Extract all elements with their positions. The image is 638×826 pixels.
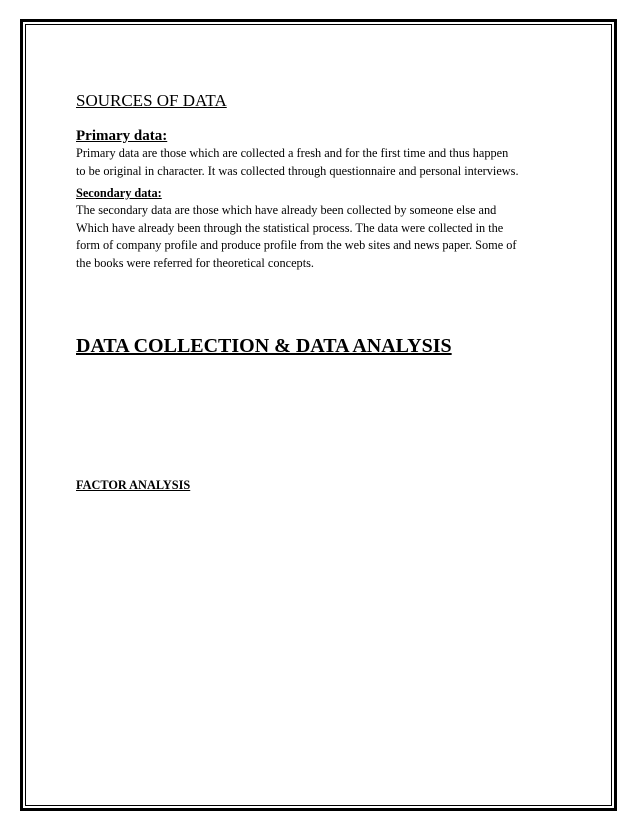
primary-data-heading: Primary data: — [76, 128, 168, 144]
data-collection-heading: DATA COLLECTION & DATA ANALYSIS — [76, 335, 452, 357]
sources-of-data-heading: SOURCES OF DATA — [76, 91, 227, 110]
secondary-data-line: Which have already been through the statistical process. The data were collected in the — [76, 220, 504, 235]
secondary-data-heading: Secondary data: — [76, 186, 162, 200]
primary-data-paragraph — [76, 145, 519, 180]
primary-data-line: to be original in character. It was collected through questionnaire and personal interviews. — [76, 163, 519, 178]
factor-analysis-heading: FACTOR ANALYSIS — [76, 478, 191, 492]
secondary-data-line: the books were referred for theoretical concepts. — [76, 255, 314, 270]
secondary-data-line: The secondary data are those which have already been collected by someone else and — [76, 203, 497, 217]
primary-data-line: Primary data are those which are collected a fresh and for the first time and thus happen — [76, 146, 509, 160]
secondary-data-line: form of company profile and produce profile from the web sites and news paper. Some of — [76, 238, 517, 252]
secondary-data-paragraph — [76, 202, 517, 272]
